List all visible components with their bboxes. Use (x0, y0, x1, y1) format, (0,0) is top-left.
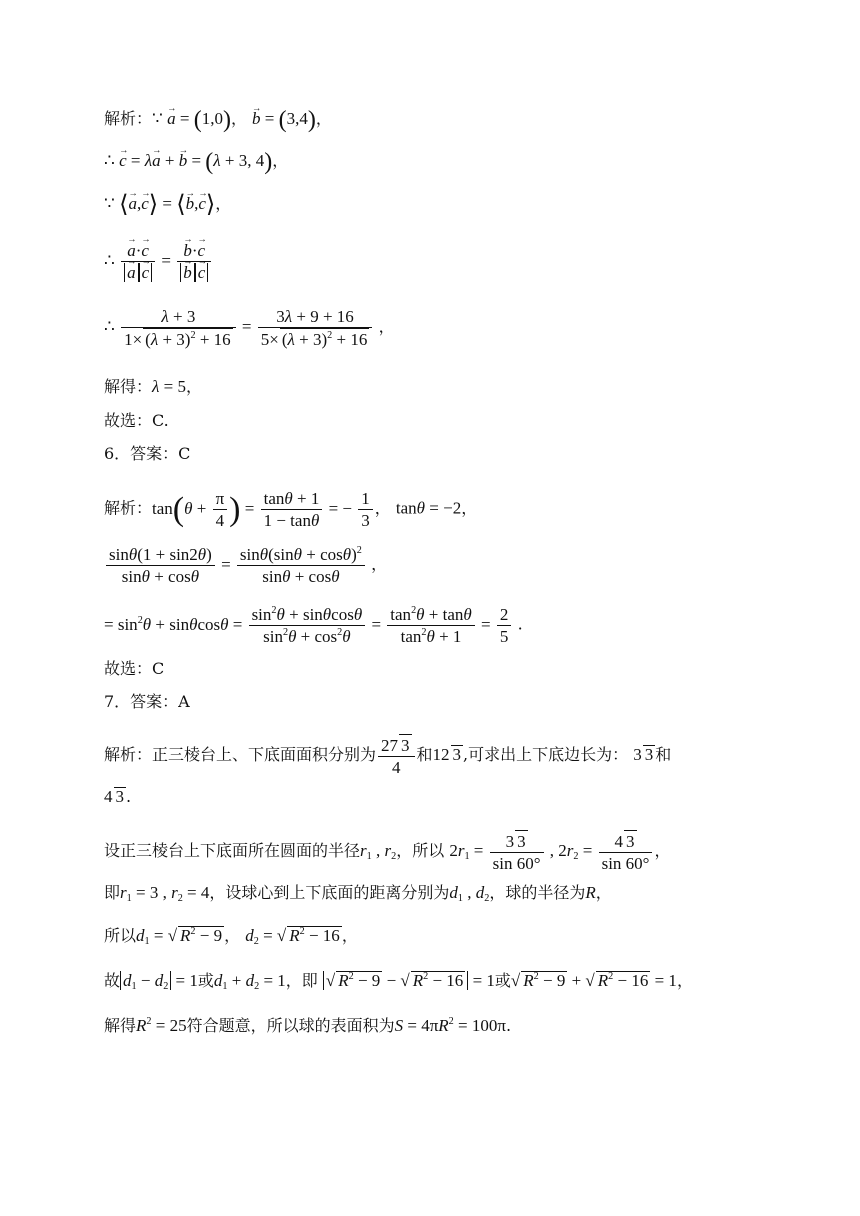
math-sqrt-difference: √ $R^2 - 9$ − √ $R^2 - 16 = 1$ (323, 971, 495, 990)
math-radii-values: $r_1 = 3$ , $r_2 = 4$ (120, 883, 210, 905)
solution-line-9: 解析：tan(θ + $\frac{\pi}{4}$ ) = $\frac{\tan\theta + 1}{1 - \tan\theta}$ = − $\frac{1}{3}$ ， tanθ = −2， (104, 489, 478, 531)
math-sin-expression: $\frac{\sin\theta(1 + \sin 2\theta)}{\sin\theta + \cos\theta}$ = $\frac{\sin\theta(\sin\theta + \cos\theta)^2}{\sin\theta + \cos\theta}$ (104, 555, 371, 574)
math-tan-sum: tan(θ + $\frac{\pi}{4}$ ) = $\frac{\tan\theta + 1}{1 - \tan\theta}$ = − $\frac{1}{3}$ (152, 499, 375, 518)
answer-choice-5: 故选：C. (104, 411, 169, 430)
solution-line-2: ∴ → c = λ→ a + → b = (λ + 3, 4)， (104, 150, 288, 174)
math-surface-area: $S = 4\pi R^2 = 100\pi$ (394, 1015, 506, 1035)
solution-line-10: $\frac{\sin\theta(1 + \sin 2\theta)}{\sin\theta + \cos\theta}$ = $\frac{\sin\theta(\sin\theta + \cos\theta)^2}{\sin\theta + \cos\theta}$ ， (104, 544, 387, 588)
math-d2: $d_2$ = √ $R^2 - 16$ (245, 925, 340, 948)
math-lambda-result: λ = 5 (152, 377, 186, 396)
solution-line-3: ∵ ⟨→ a,→ c⟩ = ⟨→ b,→ c⟩， (104, 193, 231, 217)
solution-line-16: 设正三棱台上下底面所在圆面的半径$r_1$ , $r_2$，所以 $2r_1$ = $\frac{3 3}{\sin 60^\circ}$ , $2r_2$ = $\frac{4 3}{\sin 60^\circ}$ ， (104, 832, 671, 874)
solution-line-6: 解得：λ = 5， (104, 377, 202, 396)
answer-choice-6: 故选：C (104, 659, 165, 678)
math-sin-simplified: = $\sin^2\theta + \sin\theta\cos\theta$ = $\frac{\sin^2\theta + \sin\theta\cos\theta}{\sin^2\theta + \cos^2\theta}$ = $\frac{\tan^2\theta + \tan\theta}{\tan^2\theta + 1}$ = $\frac{2}{5}$ (104, 615, 518, 634)
solution-line-18: 所以$d_1$ = √ $R^2 - 9$ ， $d_2$ = √ $R^2 - 16$ ， (104, 925, 358, 948)
math-radii-equation: $2r_1$ = $\frac{3 3}{\sin 60^\circ}$ , $2r_2$ = $\frac{4 3}{\sin 60^\circ}$ (449, 841, 654, 860)
math-d1: $d_1$ = √ $R^2 - 9$ (136, 925, 223, 948)
math-vector-a: ∵ → a = (1,0) (152, 109, 231, 128)
math-d-sum: $d_1 + d_2 = 1$ (213, 971, 286, 993)
math-vector-b: → b = (3,4) (252, 109, 316, 128)
math-radius-R: R (585, 883, 596, 902)
solution-line-19: 故 $d_1 - d_2 = 1$或$d_1 + d_2 = 1$，即 √ $R^2 - 9$ − √ $R^2 - 16 = 1$或√ $R^2 - 9$ + √ $R^2 - 16 = 1$， (104, 970, 693, 993)
question-6-answer: 6．答案：C (104, 444, 191, 463)
solution-line-4 (104, 240, 213, 284)
math-radii: $r_1$ , $r_2$ (360, 841, 397, 863)
solution-line-1: 解析：∵ → a = (1,0)， → b = (3,4)， (104, 108, 332, 132)
math-area-top: $\frac{27 3}{4}$ (376, 745, 417, 764)
math-d-difference: $d_1 - d_2 = 1$ (120, 971, 198, 990)
solution-line-5: ∴ $\frac{\lambda + 3}{1\times (\lambda + 3)^2 + 16}$ = $\frac{3\lambda + 9 + 16}{5\times (\lambda + 3)^2 + 16}$ ， (104, 307, 395, 350)
math-tan-value: tanθ = −2 (395, 498, 462, 518)
math-area-bottom: 12 3 (432, 745, 462, 765)
solution-line-20: 解得$R^2 = 25$符合题意，所以球的表面积为$S = 4\pi R^2 = 100\pi$. (104, 1015, 512, 1035)
math-distances: $d_1$ , $d_2$ (449, 883, 490, 905)
question-7-answer: 7．答案：A (104, 692, 190, 711)
math-cosine-ratio: ∴ → a·→ c → a→ c = → b·→ c → b→ c (104, 251, 213, 270)
solution-line-15: 4 3 . (104, 787, 132, 806)
solution-line-17: 即$r_1 = 3$ , $r_2 = 4$，设球心到上下底面的距离分别为$d_1$ , $d_2$，球的半径为R， (104, 883, 612, 905)
math-vector-c: ∴ → c = λ→ a + → b = (λ + 3, 4) (104, 151, 272, 170)
math-edge-bottom: 4 3 (104, 787, 124, 806)
solution-line-11: = $\sin^2\theta + \sin\theta\cos\theta$ = $\frac{\sin^2\theta + \sin\theta\cos\theta}{\sin^2\theta + \cos^2\theta}$ = $\frac{\tan^2\theta + \tan\theta}{\tan^2\theta + 1}$ = $\frac{2}{5}$ . (104, 604, 523, 647)
math-angle-equality: ∵ ⟨→ a,→ c⟩ = ⟨→ b,→ c⟩ (104, 194, 215, 213)
solution-line-14: 解析：正三棱台上、下底面面积分别为 $\frac{27 3}{4}$ 和12 3 ,可求出上下底边长为： 3 3 和 (104, 736, 672, 778)
math-R-squared: $R^2 = 25$ (136, 1015, 187, 1035)
math-sqrt-sum: √ $R^2 - 9$ + √ $R^2 - 16 = 1$ (510, 970, 677, 990)
math-lambda-equation: ∴ $\frac{\lambda + 3}{1\times (\lambda + 3)^2 + 16}$ = $\frac{3\lambda + 9 + 16}{5\times (\lambda + 3)^2 + 16}$ (104, 317, 379, 336)
math-edge-top: 3 3 (633, 745, 654, 765)
